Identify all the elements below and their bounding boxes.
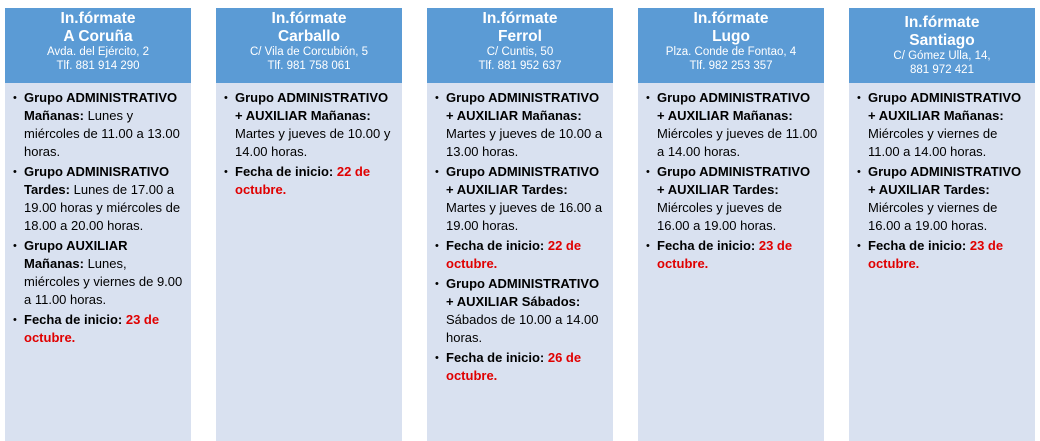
start-date-label: Fecha de inicio:: [657, 238, 756, 253]
schedule-text: Lunes de 17.00 a 19.00 horas y miércoles de 18.00 a 20.00 horas.: [24, 182, 181, 233]
schedule-text: Martes y jueves de 10.00 a 13.00 horas.: [446, 126, 603, 159]
card-body: [427, 83, 613, 385]
group-label: Grupo ADMINISTRATIVO + AUXILIAR Mañanas:: [235, 90, 389, 123]
schedule-text: Lunes, miércoles y viernes de 9.00 a 11.00 horas.: [24, 256, 183, 307]
list-item: [435, 237, 607, 273]
address: C/ Gómez Ulla, 14,: [893, 50, 991, 62]
bullet-icon: •: [224, 92, 228, 104]
list-item: [646, 163, 818, 235]
card-lugo: [638, 8, 824, 441]
group-label: Grupo ADMINISTRATIVO + AUXILIAR Mañanas:: [868, 90, 1022, 123]
start-date: 26 de octubre.: [446, 350, 582, 383]
brand-title: In.fórmate: [904, 14, 980, 31]
list-item: [435, 275, 607, 347]
start-date-label: Fecha de inicio:: [24, 312, 123, 327]
bullet-icon: •: [224, 166, 228, 178]
phone: Tlf. 881 914 290: [56, 59, 140, 72]
bullet-icon: •: [13, 92, 17, 104]
brand-title: In.fórmate: [482, 10, 558, 27]
bullet-icon: •: [435, 240, 439, 252]
bullet-icon: •: [435, 278, 439, 290]
schedule-text: Martes y jueves de 10.00 y 14.00 horas.: [235, 126, 391, 159]
bullet-icon: •: [435, 92, 439, 104]
schedule-text: Miércoles y jueves de 16.00 a 19.00 horas.: [657, 200, 782, 233]
bullet-icon: •: [857, 92, 861, 104]
start-date-label: Fecha de inicio:: [235, 164, 334, 179]
city-name: Carballo: [277, 28, 340, 45]
group-label: Grupo ADMINISTRATIVO + AUXILIAR Sábados:: [446, 276, 600, 309]
city-name: Santiago: [909, 32, 975, 49]
start-date: 23 de octubre.: [868, 238, 1004, 271]
card-santiago: [849, 8, 1035, 441]
card-body: [216, 83, 402, 199]
group-label: Grupo ADMINISTRATIVO Mañanas:: [24, 90, 178, 123]
group-label: Grupo ADMINISTRATIVO + AUXILIAR Tardes:: [868, 164, 1022, 197]
schedule-text: Miércoles y viernes de 11.00 a 14.00 horas.: [868, 126, 998, 159]
group-label: Grupo ADMINISRATIVO Tardes:: [24, 164, 170, 197]
phone: Tlf. 982 253 357: [689, 59, 773, 72]
phone: 881 972 421: [910, 63, 974, 76]
schedule-text: Sábados de 10.00 a 14.00 horas.: [446, 312, 599, 345]
address: Avda. del Ejército, 2: [46, 46, 150, 58]
bullet-icon: •: [435, 166, 439, 178]
bullet-icon: •: [13, 314, 17, 326]
list-item: [646, 89, 818, 161]
card-header: [638, 8, 824, 83]
city-name: Ferrol: [498, 28, 542, 45]
list-item: [224, 163, 396, 199]
card-body: [849, 83, 1035, 273]
list-item: [13, 163, 185, 235]
city-name: A Coruña: [63, 28, 133, 45]
brand-title: In.fórmate: [693, 10, 769, 27]
start-date-label: Fecha de inicio:: [446, 350, 545, 365]
schedule-list: [13, 89, 185, 347]
start-date: 23 de octubre.: [24, 312, 160, 345]
schedule-list: [646, 89, 818, 273]
list-item: [224, 89, 396, 161]
card-carballo: [216, 8, 402, 441]
bullet-icon: •: [646, 240, 650, 252]
bullet-icon: •: [13, 166, 17, 178]
bullet-icon: •: [857, 166, 861, 178]
group-label: Grupo ADMINISTRATIVO + AUXILIAR Mañanas:: [446, 90, 600, 123]
bullet-icon: •: [857, 240, 861, 252]
bullet-icon: •: [435, 352, 439, 364]
start-date: 22 de octubre.: [446, 238, 582, 271]
list-item: [435, 349, 607, 385]
bullet-icon: •: [646, 92, 650, 104]
list-item: [13, 311, 185, 347]
start-date: 22 de octubre.: [235, 164, 371, 197]
bullet-icon: •: [13, 240, 17, 252]
address: C/ Cuntis, 50: [486, 46, 554, 58]
card-header: [427, 8, 613, 83]
city-name: Lugo: [712, 28, 750, 45]
schedule-list: [435, 89, 607, 385]
brand-title: In.fórmate: [60, 10, 136, 27]
list-item: [435, 89, 607, 161]
group-label: Grupo AUXILIAR Mañanas:: [24, 238, 128, 271]
list-item: [857, 237, 1029, 273]
schedule-text: Lunes y miércoles de 11.00 a 13.00 horas.: [24, 108, 180, 159]
schedule-list: [224, 89, 396, 199]
brand-title: In.fórmate: [271, 10, 347, 27]
list-item: [857, 89, 1029, 161]
schedule-text: Miércoles y viernes de 16.00 a 19.00 horas.: [868, 200, 998, 233]
schedule-text: Martes y jueves de 16.00 a 19.00 horas.: [446, 200, 603, 233]
card-header: [849, 8, 1035, 83]
list-item: [13, 237, 185, 309]
schedule-text: Miércoles y jueves de 11.00 a 14.00 horas.: [657, 126, 818, 159]
group-label: Grupo ADMINISTRATIVO + AUXILIAR Mañanas:: [657, 90, 811, 123]
list-item: [857, 163, 1029, 235]
phone: Tlf. 881 952 637: [478, 59, 562, 72]
card-body: [638, 83, 824, 273]
schedule-list: [857, 89, 1029, 273]
address: Plza. Conde de Fontao, 4: [665, 46, 797, 58]
card-body: [5, 83, 191, 347]
start-date: 23 de octubre.: [657, 238, 793, 271]
address: C/ Vila de Corcubión, 5: [249, 46, 369, 58]
start-date-label: Fecha de inicio:: [868, 238, 967, 253]
group-label: Grupo ADMINISTRATIVO + AUXILIAR Tardes:: [657, 164, 811, 197]
card-a-coruna: [5, 8, 191, 441]
card-header: [5, 8, 191, 83]
list-item: [646, 237, 818, 273]
card-ferrol: [427, 8, 613, 441]
bullet-icon: •: [646, 166, 650, 178]
card-header: [216, 8, 402, 83]
list-item: [13, 89, 185, 161]
phone: Tlf. 981 758 061: [267, 59, 351, 72]
list-item: [435, 163, 607, 235]
group-label: Grupo ADMINISTRATIVO + AUXILIAR Tardes:: [446, 164, 600, 197]
start-date-label: Fecha de inicio:: [446, 238, 545, 253]
